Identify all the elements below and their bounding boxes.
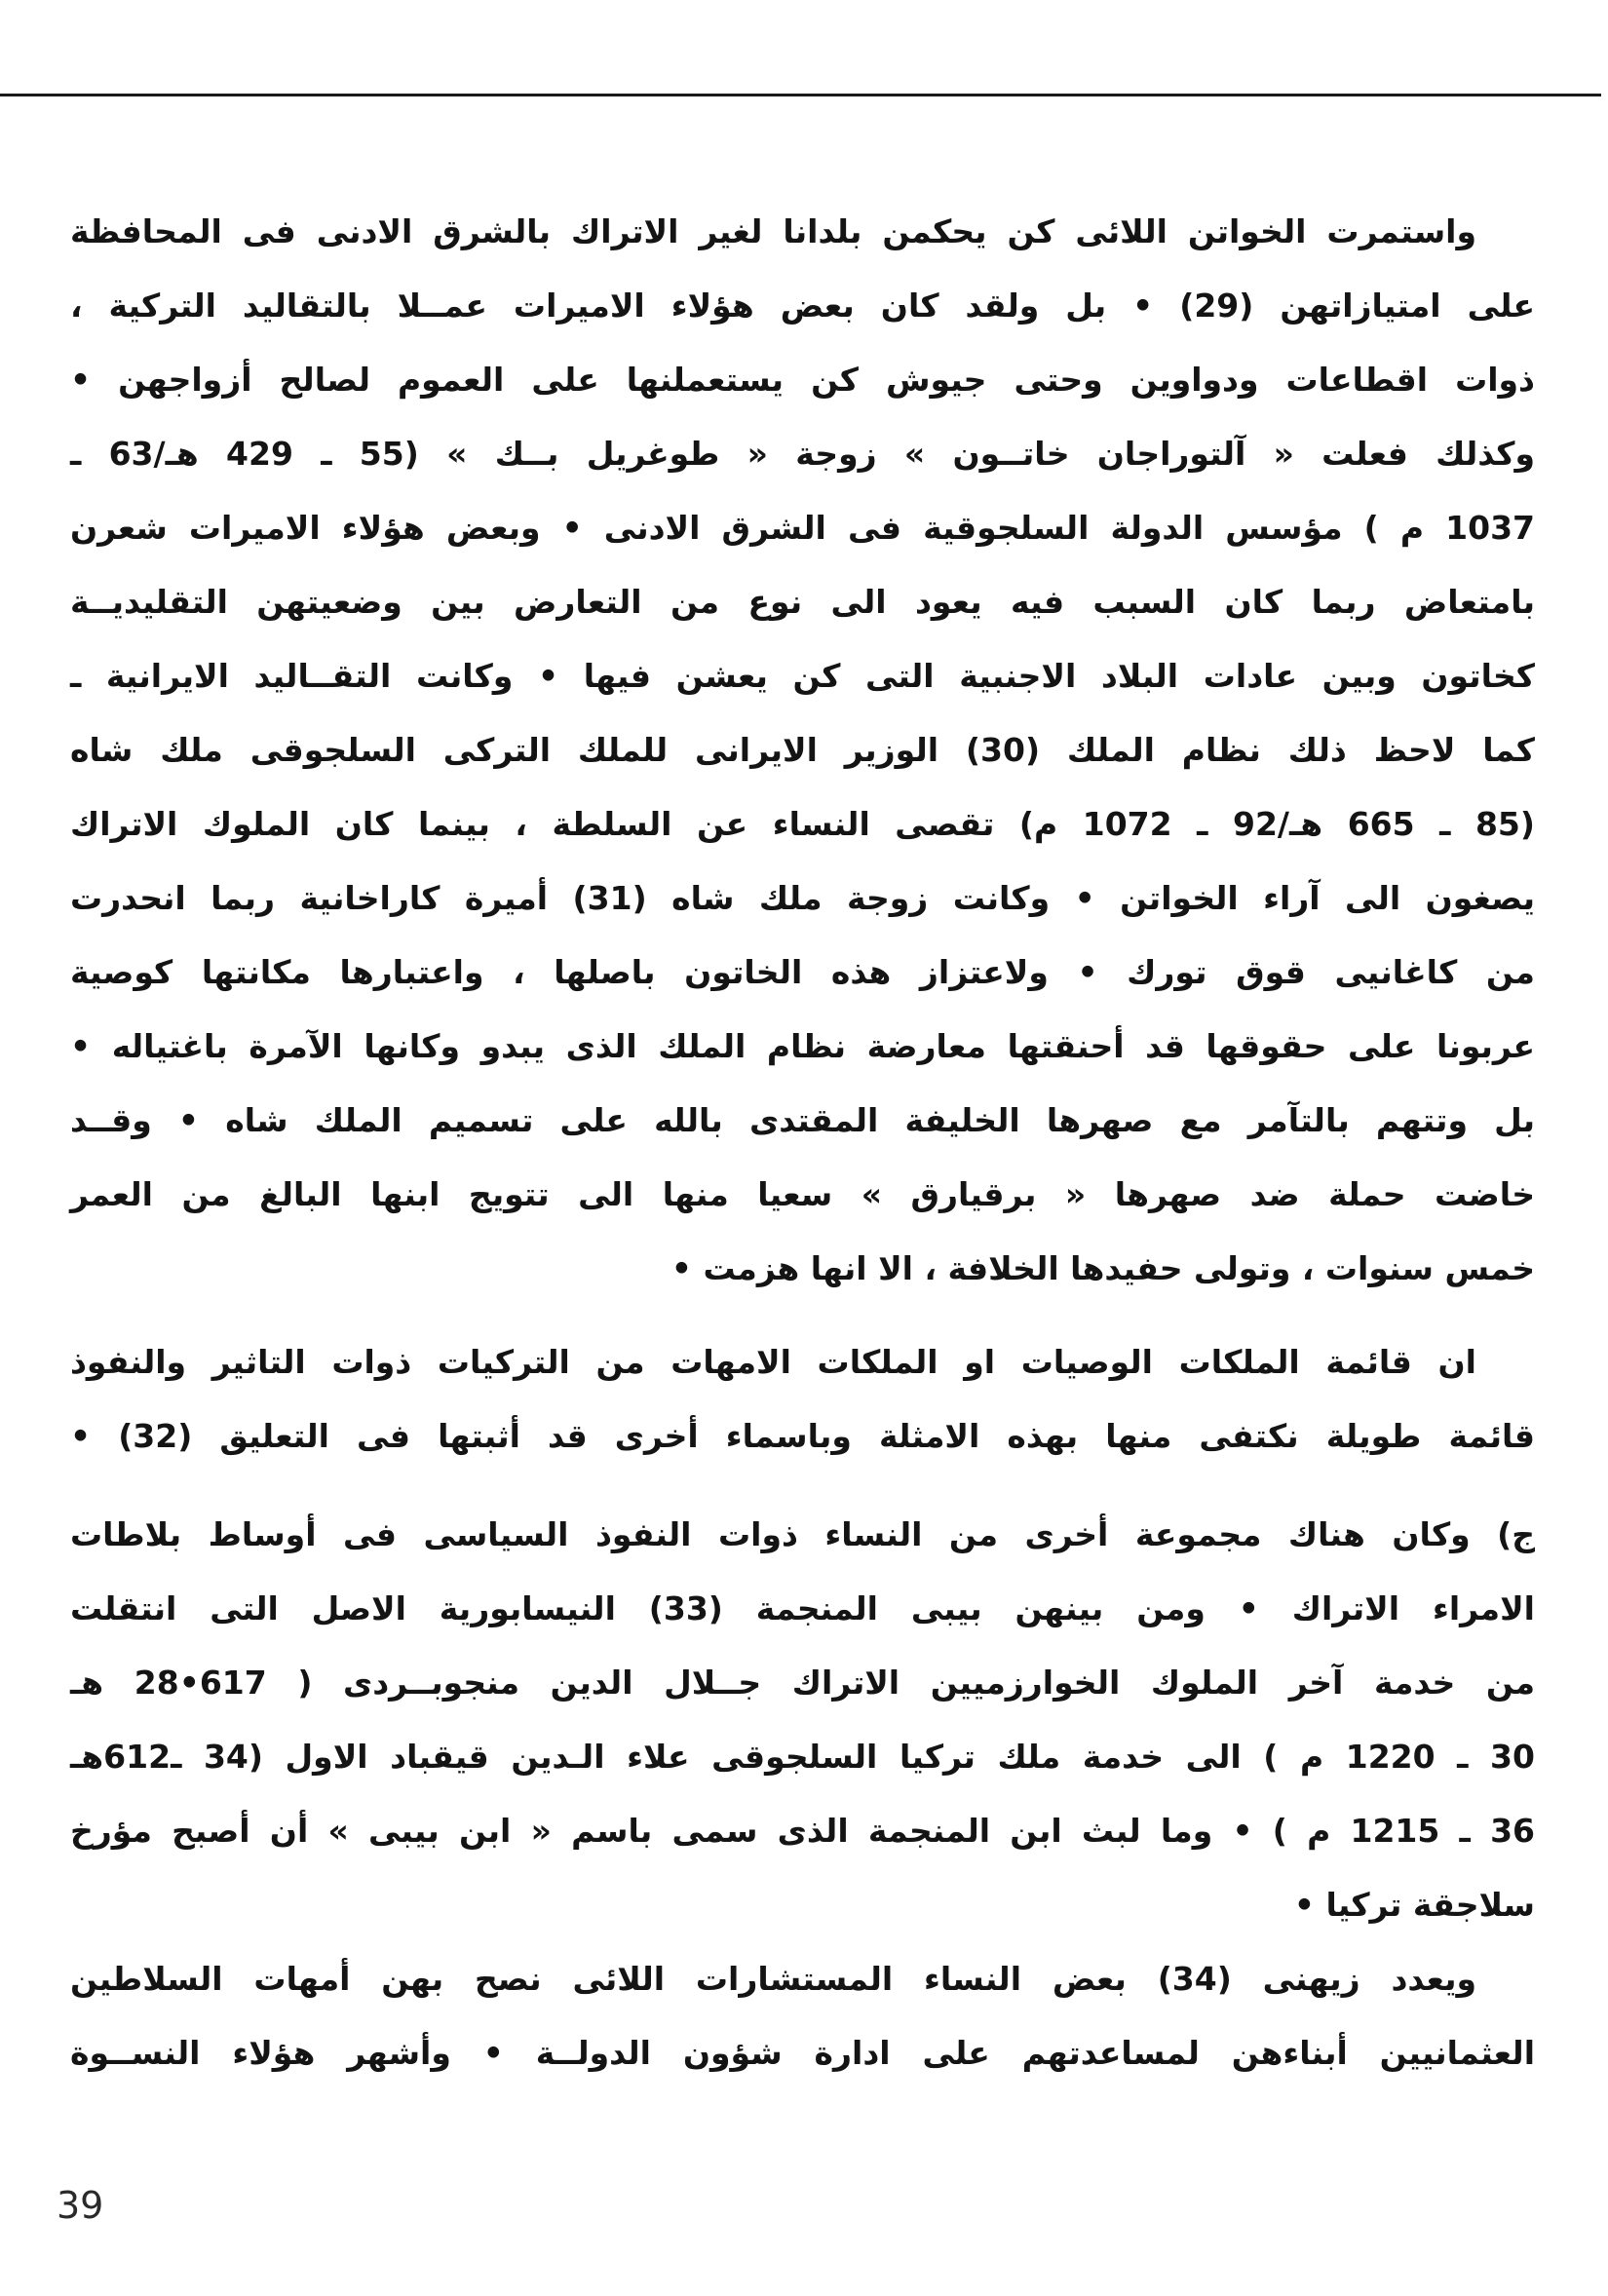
text-line: خاضت حملة ضد صهرها « برقيارق » سعيا منها الى تتويج ابنها البالغ من العمر xyxy=(70,1175,1535,1213)
text-line: من خدمة آخر الملوك الخوارزميين الاتراك جــلال الدين منجوبــردى ( 617•28 هـ xyxy=(70,1664,1535,1702)
header-rule xyxy=(0,94,1601,96)
text-line: يصغون الى آراء الخواتن • وكانت زوجة ملك شاه (31) أميرة كاراخانية ربما انحدرت xyxy=(70,879,1535,917)
text-line: كما لاحظ ذلك نظام الملك (30) الوزير الايرانى للملك التركى السلجوقى ملك شاه xyxy=(70,731,1535,769)
text-line: واستمرت الخواتن اللائى كن يحكمن بلدانا لغير الاتراك بالشرق الادنى فى المحافظة xyxy=(70,212,1476,250)
text-line: ذوات اقطاعات ودواوين وحتى جيوش كن يستعملنها على العموم لصالح أزواجهن • xyxy=(70,361,1535,399)
paragraph xyxy=(70,1325,1535,1473)
body-text xyxy=(70,195,1535,2090)
text-line: الامراء الاتراك • ومن بينهن بيبى المنجمة (33) النيسابورية الاصل التى انتقلت xyxy=(70,1589,1535,1627)
text-line: على امتيازاتهن (29) • بل ولقد كان بعض هؤلاء الاميرات عمــلا بالتقاليد التركية ، xyxy=(70,287,1536,325)
text-line: (85 ـ 665 هـ/92 ـ 1072 م) تقصى النساء عن السلطة ، بينما كان الملوك الاتراك xyxy=(70,805,1535,843)
text-line: العثمانيين أبناءهن لمساعدتهم على ادارة شؤون الدولــة • وأشهر هؤلاء النســوة xyxy=(70,2034,1535,2072)
paragraph xyxy=(70,1942,1535,2090)
text-line: 1037 م ) مؤسس الدولة السلجوقية فى الشرق الادنى • وبعض هؤلاء الاميرات شعرن xyxy=(70,509,1535,547)
paragraph xyxy=(70,195,1535,1306)
text-line: 30 ـ 1220 م ) الى خدمة ملك تركيا السلجوقى علاء الـدين قيقباد الاول (34 ـ612هـ xyxy=(70,1738,1535,1776)
text-line: كخاتون وبين عادات البلاد الاجنبية التى كن يعشن فيها • وكانت التقــاليد الايرانية ـ xyxy=(70,657,1535,695)
text-line: من كاغانيى قوق تورك • ولاعتزاز هذه الخاتون باصلها ، واعتبارها مكانتها كوصية xyxy=(70,953,1535,991)
text-line: قائمة طويلة نكتفى منها بهذه الامثلة وباسماء أخرى قد أثبتها فى التعليق (32) • xyxy=(70,1417,1535,1455)
paragraph xyxy=(70,1498,1535,1942)
page-number: 39 xyxy=(57,2184,104,2227)
text-line: بل وتتهم بالتآمر مع صهرها الخليفة المقتدى بالله على تسميم الملك شاه • وقــد xyxy=(70,1101,1535,1139)
text-line: عربونا على حقوقها قد أحنقتها معارضة نظام الملك الذى يبدو وكانها الآمرة باغتياله • xyxy=(70,1027,1535,1065)
text-line: بامتعاض ربما كان السبب فيه يعود الى نوع من التعارض بين وضعيتهن التقليديــة xyxy=(70,583,1535,621)
text-line: ويعدد زيهنى (34) بعض النساء المستشارات اللائى نصح بهن أمهات السلاطين xyxy=(70,1960,1476,1998)
text-line: ان قائمة الملكات الوصيات او الملكات الامهات من التركيات ذوات التاثير والنفوذ xyxy=(70,1343,1476,1381)
text-line: سلاجقة تركيا • xyxy=(1293,1886,1535,1924)
text-line: 36 ـ 1215 م ) • وما لبث ابن المنجمة الذى سمى باسم « ابن بيبى » أن أصبح مؤرخ xyxy=(70,1812,1535,1850)
text-line: خمس سنوات ، وتولى حفيدها الخلافة ، الا انها هزمت • xyxy=(670,1249,1535,1287)
text-line: وكذلك فعلت « آلتوراجان خاتــون » زوجة « طوغريل بــك » (55 ـ 429 هـ/63 ـ xyxy=(70,435,1535,473)
text-line: ج) وكان هناك مجموعة أخرى من النساء ذوات النفوذ السياسى فى أوساط بلاطات xyxy=(70,1515,1535,1553)
